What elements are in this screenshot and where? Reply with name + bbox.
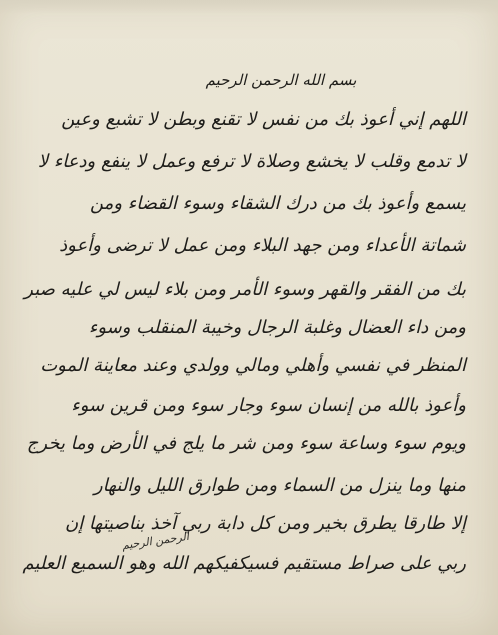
basmala-heading: بسم الله الرحمن الرحيم [205, 71, 357, 89]
text-line-12: ربي على صراط مستقيم فسيكفيكهم الله وهو السميع العليم [22, 553, 466, 574]
text-line-5: بك من الفقر والقهر وسوء الأمر ومن بلاء ليس لي عليه صبر [24, 279, 466, 300]
text-line-11: إلا طارقا يطرق بخير ومن كل دابة ربي آخذ بناصيتها إن [64, 513, 466, 534]
text-line-9: ويوم سوء وساعة سوء ومن شر ما يلج في الأرض وما يخرج [26, 433, 466, 454]
page-top-edge [0, 0, 498, 14]
text-line-3: يسمع وأعوذ بك من درك الشقاء وسوء القضاء ومن [90, 193, 466, 214]
text-line-10: منها وما ينزل من السماء ومن طوارق الليل والنهار [93, 475, 466, 496]
text-line-2: لا تدمع وقلب لا يخشع وصلاة لا ترفع وعمل لا ينفع ودعاء لا [37, 151, 466, 172]
text-line-8: وأعوذ بالله من إنسان سوء وجار سوء ومن قرين سوء [71, 395, 466, 416]
text-line-6: ومن داء العضال وغلبة الرجال وخيبة المنقلب وسوء [88, 317, 466, 338]
text-line-7: المنظر في نفسي وأهلي ومالي وولدي وعند معاينة الموت [40, 355, 466, 376]
text-line-1: اللهم إني أعوذ بك من نفس لا تقنع وبطن لا تشبع وعين [61, 109, 466, 130]
text-line-4: شماتة الأعداء ومن جهد البلاء ومن عمل لا ترضى وأعوذ [59, 235, 466, 256]
margin-note: الرحمن الرحيم [121, 529, 190, 553]
prayer-text-block [22, 64, 466, 584]
